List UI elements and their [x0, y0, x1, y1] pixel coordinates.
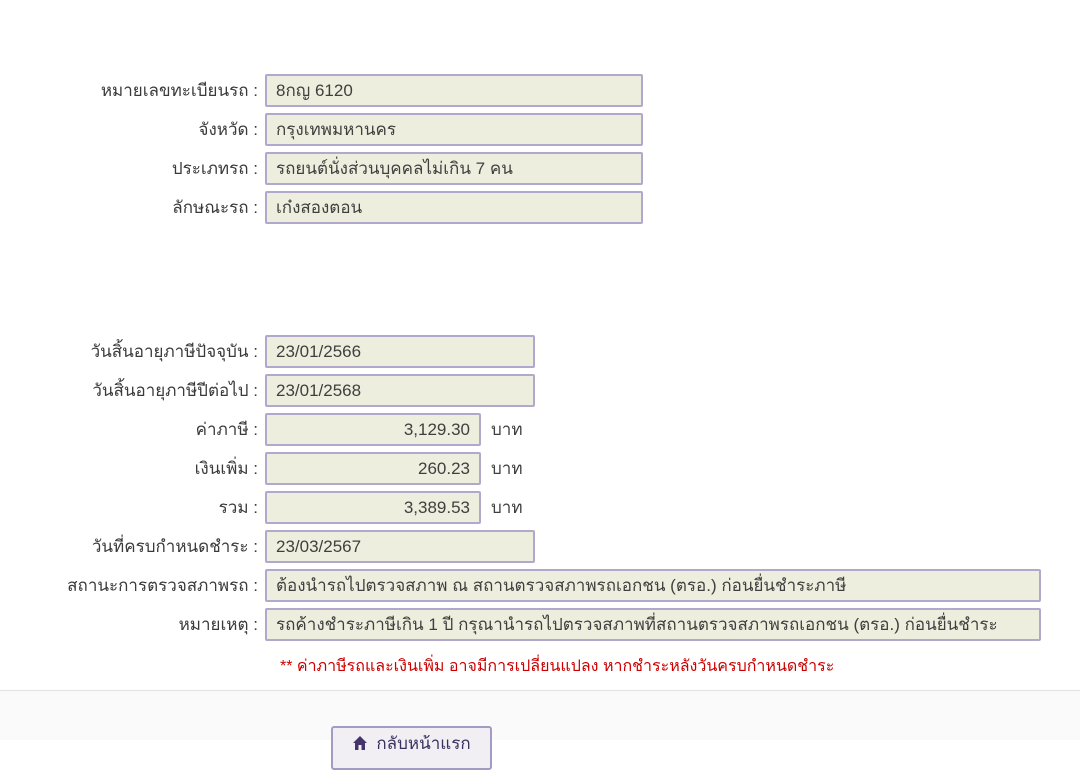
- surcharge-unit: บาท: [491, 459, 523, 478]
- vehicle-type-field[interactable]: [265, 152, 643, 185]
- home-icon: [352, 735, 368, 751]
- back-home-button-label: กลับหน้าแรก: [376, 734, 471, 753]
- form-row: [0, 374, 1080, 407]
- tax-amount-unit: บาท: [491, 420, 523, 439]
- form-row: [0, 335, 1080, 368]
- province-label: จังหวัด :: [198, 120, 258, 139]
- current-tax-expiry-field[interactable]: [265, 335, 535, 368]
- form-row: [0, 608, 1080, 641]
- total-label: รวม :: [218, 498, 258, 517]
- registration-number-field[interactable]: [265, 74, 643, 107]
- tax-amount-field[interactable]: [265, 413, 481, 446]
- current-tax-expiry-label: วันสิ้นอายุภาษีปัจจุบัน :: [90, 342, 258, 361]
- surcharge-field[interactable]: [265, 452, 481, 485]
- footer-bar: [0, 690, 1080, 753]
- form-row: [0, 113, 1080, 146]
- form-row: [0, 569, 1080, 602]
- form-row: [0, 491, 1080, 524]
- vehicle-tax-form: [0, 74, 1080, 679]
- next-tax-expiry-label: วันสิ้นอายุภาษีปีต่อไป :: [92, 381, 258, 400]
- form-row: [0, 452, 1080, 485]
- form-row: [0, 152, 1080, 185]
- body-style-field[interactable]: [265, 191, 643, 224]
- province-field[interactable]: [265, 113, 643, 146]
- remark-label: หมายเหตุ :: [178, 615, 258, 634]
- payment-due-date-field[interactable]: [265, 530, 535, 563]
- inspection-status-field[interactable]: [265, 569, 1041, 602]
- vehicle-type-label: ประเภทรถ :: [171, 159, 258, 178]
- section-gap: [0, 230, 1080, 335]
- surcharge-label: เงินเพิ่ม :: [194, 459, 258, 478]
- tax-amount-label: ค่าภาษี :: [195, 420, 258, 439]
- registration-number-label: หมายเลขทะเบียนรถ :: [100, 81, 258, 100]
- next-tax-expiry-field[interactable]: [265, 374, 535, 407]
- form-row: [0, 530, 1080, 563]
- payment-due-date-label: วันที่ครบกำหนดชำระ :: [91, 537, 258, 556]
- form-row: [0, 413, 1080, 446]
- back-home-button[interactable]: [331, 726, 492, 770]
- total-unit: บาท: [491, 498, 523, 517]
- total-field[interactable]: [265, 491, 481, 524]
- inspection-status-label: สถานะการตรวจสภาพรถ :: [67, 576, 258, 595]
- form-row: [0, 191, 1080, 224]
- tax-change-warning-note: ** ค่าภาษีรถและเงินเพิ่ม อาจมีการเปลี่ยนแปลง หากชำระหลังวันครบกำหนดชำระ: [280, 658, 835, 675]
- form-row: [0, 74, 1080, 107]
- body-style-label: ลักษณะรถ :: [172, 198, 258, 217]
- remark-field[interactable]: [265, 608, 1041, 641]
